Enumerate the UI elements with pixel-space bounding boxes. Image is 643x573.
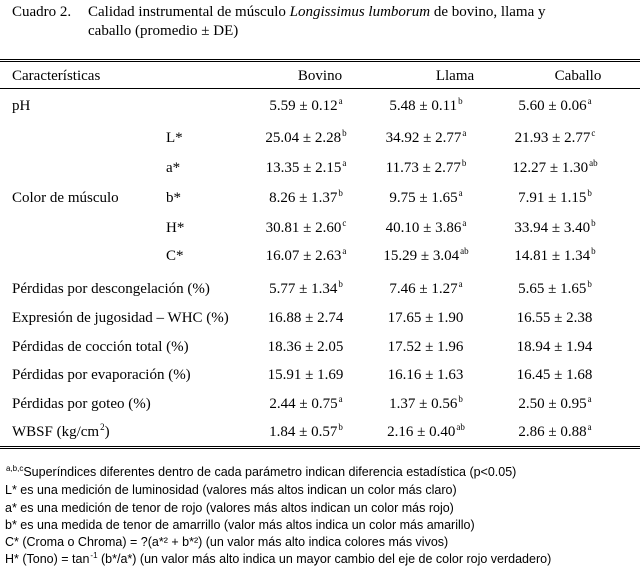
row-label-thaw: Pérdidas por descongelación (%): [12, 281, 210, 297]
cell-l-caballo: 21.93 ± 2.77$^c$: [514, 128, 596, 146]
footnote-a: a* es una medición de tenor de rojo (valores más altos indican un color más rojo): [5, 500, 454, 515]
cell-a-llama: 11.73 ± 2.77$^b$: [385, 158, 467, 176]
cell-evaporation-bovino: 15.91 ± 1.69: [267, 367, 344, 383]
cell-c-caballo: 14.81 ± 1.34$^b$: [514, 246, 596, 264]
cell-whc-caballo: 16.55 ± 2.38: [516, 310, 593, 326]
top-double-rule: [0, 59, 640, 62]
cell-whc-llama: 17.65 ± 1.90: [387, 310, 464, 326]
cell-wbsf-bovino: 1.84 ± 0.57$^b$: [269, 422, 343, 440]
footnote-superscripts: $^{a,b,c}$Superíndices diferentes dentro de cada parámetro indican diferencia estadística (p<0.05): [6, 464, 517, 479]
cell-drip-llama: 1.37 ± 0.56$^b$: [389, 394, 463, 412]
caption-species-italic: Longissimus lumborum: [289, 4, 431, 20]
cell-h-caballo: 33.94 ± 3.40$^b$: [514, 218, 596, 236]
cell-drip-caballo: 2.50 ± 0.95$^a$: [518, 394, 592, 412]
cell-wbsf-caballo: 2.86 ± 0.88$^a$: [518, 422, 592, 440]
cell-cooking-llama: 17.52 ± 1.96: [387, 339, 464, 355]
row-label-l: L*: [166, 130, 183, 146]
cell-ph-bovino: 5.59 ± 0.12$^a$: [269, 96, 343, 114]
footnote-b: b* es una medida de tenor de amarrillo (valor más altos indica un color más amarillo): [5, 517, 475, 532]
cell-evaporation-llama: 16.16 ± 1.63: [387, 367, 464, 383]
row-label-evaporation: Pérdidas por evaporación (%): [12, 367, 191, 383]
cell-cooking-bovino: 18.36 ± 2.05: [267, 339, 344, 355]
row-label-c: C*: [166, 248, 184, 264]
cell-b-caballo: 7.91 ± 1.15$^b$: [518, 188, 592, 206]
footnote-l: L* es una medición de luminosidad (valores más altos indican un color más claro): [5, 483, 457, 498]
cell-h-bovino: 30.81 ± 2.60$^c$: [265, 218, 347, 236]
cell-ph-llama: 5.48 ± 0.11$^b$: [389, 96, 463, 114]
row-label-h: H*: [166, 220, 185, 236]
caption-line-2: caballo (promedio ± DE): [88, 23, 239, 39]
caption-text: Calidad instrumental de músculo: [88, 4, 290, 20]
caption-text-end: de bovino, llama y: [430, 4, 546, 20]
header-llama: Llama: [435, 68, 475, 84]
cell-a-caballo: 12.27 ± 1.30$^{ab}$: [512, 158, 598, 176]
table-footnotes: [5, 464, 640, 570]
cell-whc-bovino: 16.88 ± 2.74: [267, 310, 344, 326]
header-characteristic: Características: [12, 68, 101, 84]
header-bovino: Bovino: [297, 68, 343, 84]
cell-h-llama: 40.10 ± 3.86$^a$: [385, 218, 467, 236]
row-label-cooking: Pérdidas de cocción total (%): [12, 339, 189, 355]
row-label-a: a*: [166, 160, 181, 176]
header-rule: [0, 88, 640, 89]
cell-a-bovino: 13.35 ± 2.15$^a$: [265, 158, 347, 176]
cell-c-bovino: 16.07 ± 2.63$^a$: [265, 246, 347, 264]
row-group-color: Color de músculo: [12, 190, 119, 206]
cell-thaw-llama: 7.46 ± 1.27$^a$: [389, 279, 463, 297]
footnote-h: H* (Tono) = $\tan^{-1} (b*/a*)$ (un valor más alto indica un mayor cambio del eje de color rojo verdadero): [5, 551, 552, 567]
cell-ph-caballo: 5.60 ± 0.06$^a$: [518, 96, 592, 114]
cell-evaporation-caballo: 16.45 ± 1.68: [516, 367, 593, 383]
bottom-double-rule: [0, 446, 640, 449]
row-label-b: b*: [166, 190, 181, 206]
cell-c-llama: 15.29 ± 3.04$^{ab}$: [383, 246, 469, 264]
row-label-ph: pH: [12, 98, 31, 114]
cell-wbsf-llama: 2.16 ± 0.40$^{ab}$: [387, 422, 465, 440]
cell-b-llama: 9.75 ± 1.65$^a$: [389, 188, 463, 206]
cell-b-bovino: 8.26 ± 1.37$^b$: [269, 188, 343, 206]
row-label-drip: Pérdidas por goteo (%): [12, 396, 151, 412]
cell-thaw-caballo: 5.65 ± 1.65$^b$: [518, 279, 592, 297]
caption-label: Cuadro 2.: [12, 4, 72, 20]
cell-drip-bovino: 2.44 ± 0.75$^a$: [269, 394, 343, 412]
cell-cooking-caballo: 18.94 ± 1.94: [516, 339, 593, 355]
cell-l-llama: 34.92 ± 2.77$^a$: [385, 128, 467, 146]
cell-l-bovino: 25.04 ± 2.28$^b$: [265, 128, 347, 146]
header-caballo: Caballo: [554, 68, 602, 84]
cell-thaw-bovino: 5.77 ± 1.34$^b$: [269, 279, 343, 297]
row-label-whc: Expresión de jugosidad – WHC (%): [12, 310, 229, 326]
row-label-wbsf: WBSF $(kg/cm^2)$: [12, 422, 110, 440]
footnote-c: C* (Croma o Chroma) = ?(a*² + b*²) (un valor más alto indica colores más vivos): [5, 535, 449, 550]
caption-line-1: [88, 3, 642, 22]
